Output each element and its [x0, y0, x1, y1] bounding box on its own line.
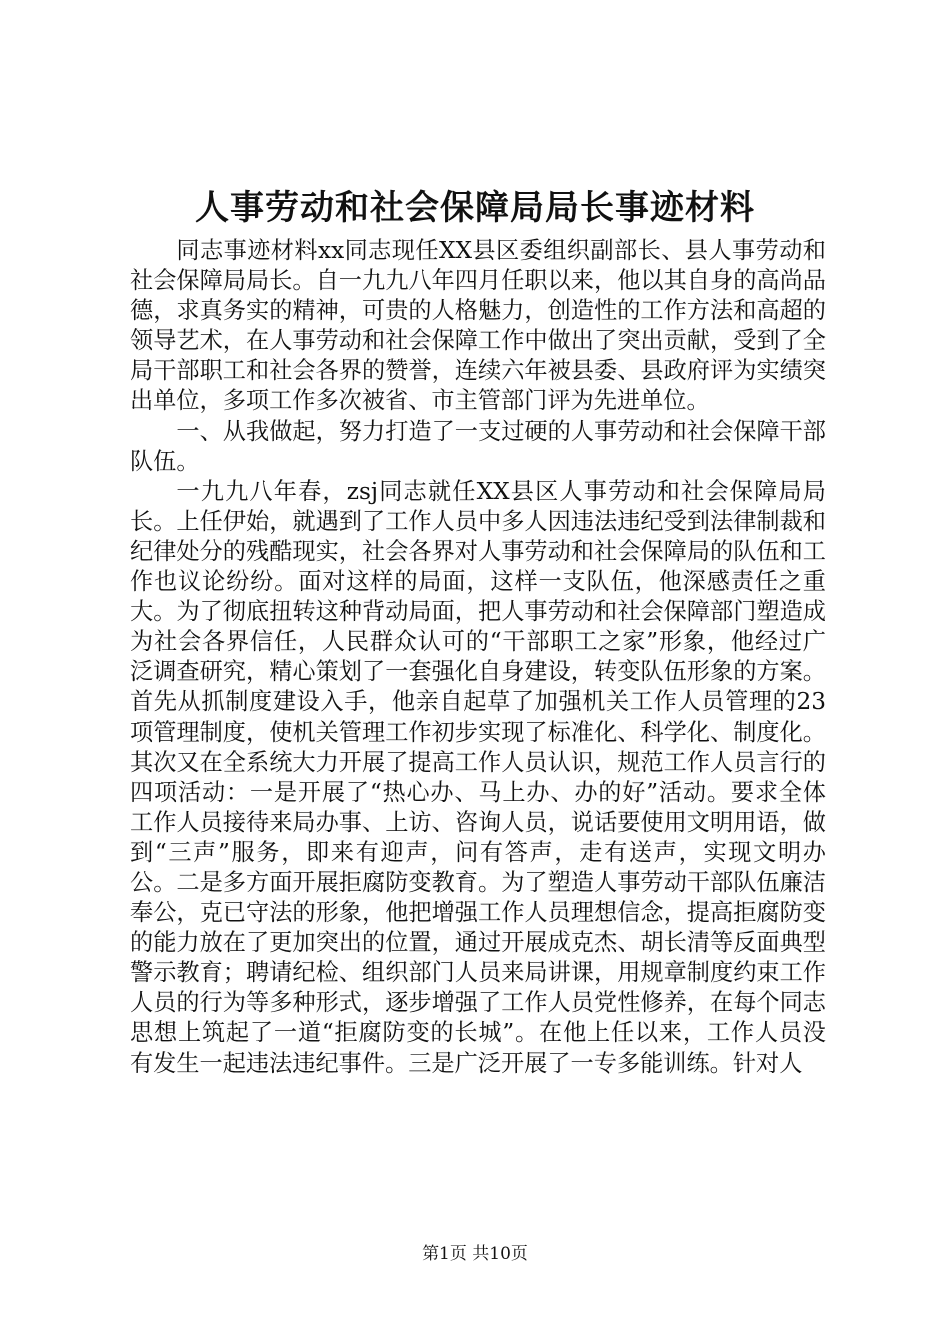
paragraph-main: 一九九八年春，zsj同志就任XX县区人事劳动和社会保障局局长。上任伊始，就遇到了工作人员中多人因违法违纪受到法律制裁和纪律处分的残酷现实，社会各界对人事劳动和社会保障局的队伍和工作也议论纷纷。面对这样的局面，这样一支队伍，他深感责任之重大。为了彻底扭转这种背动局面，把人事劳动和社会保障部门塑造成为社会各界信任，人民群众认可的“干部职工之家”形象，他经过广泛调查研究，精心策划了一套强化自身建设，转变队伍形象的方案。首先从抓制度建设入手，他亲自起草了加强机关工作人员管理的23项管理制度，使机关管理工作初步实现了标准化、科学化、制度化。其次又在全系统大力开展了提高工作人员认识，规范工作人员言行的四项活动：一是开展了“热心办、马上办、办的好”活动。要求全体工作人员接待来局办事、上访、咨询人员，说话要使用文明用语，做到“三声”服务，即来有迎声，问有答声，走有送声，实现文明办公。二是多方面开展拒腐防变教育。为了塑造人事劳动干部队伍廉洁奉公，克已守法的形象，他把增强工作人员理想信念，提高拒腐防变的能力放在了更加突出的位置，通过开展成克杰、胡长清等反面典型警示教育；聘请纪检、组织部门人员来局讲课，用规章制度约束工作人员的行为等多种形式，逐步增强了工作人员党性修养，在每个同志思想上筑起了一道“拒腐防变的长城”。在他上任以来，工作人员没有发生一起违法违纪事件。三是广泛开展了一专多能训练。针对人 [130, 477, 826, 1077]
document-title: 人事劳动和社会保障局局长事迹材料 [195, 188, 755, 228]
paragraph-intro: 同志事迹材料xx同志现任XX县区委组织副部长、县人事劳动和社会保障局局长。自一九九八年四月任职以来，他以其自身的高尚品德，求真务实的精神，可贵的人格魅力，创造性的工作方法和高超的领导艺术，在人事劳动和社会保障工作中做出了突出贡献，受到了全局干部职工和社会各界的赞誉，连续六年被县委、县政府评为实绩突出单位，多项工作多次被省、市主管部门评为先进单位。 [130, 237, 826, 415]
page-number-footer: 第1页 共10页 [422, 1244, 528, 1264]
document-body [130, 236, 826, 1079]
paragraph-section-heading: 一、从我做起，努力打造了一支过硬的人事劳动和社会保障干部队伍。 [130, 417, 826, 475]
